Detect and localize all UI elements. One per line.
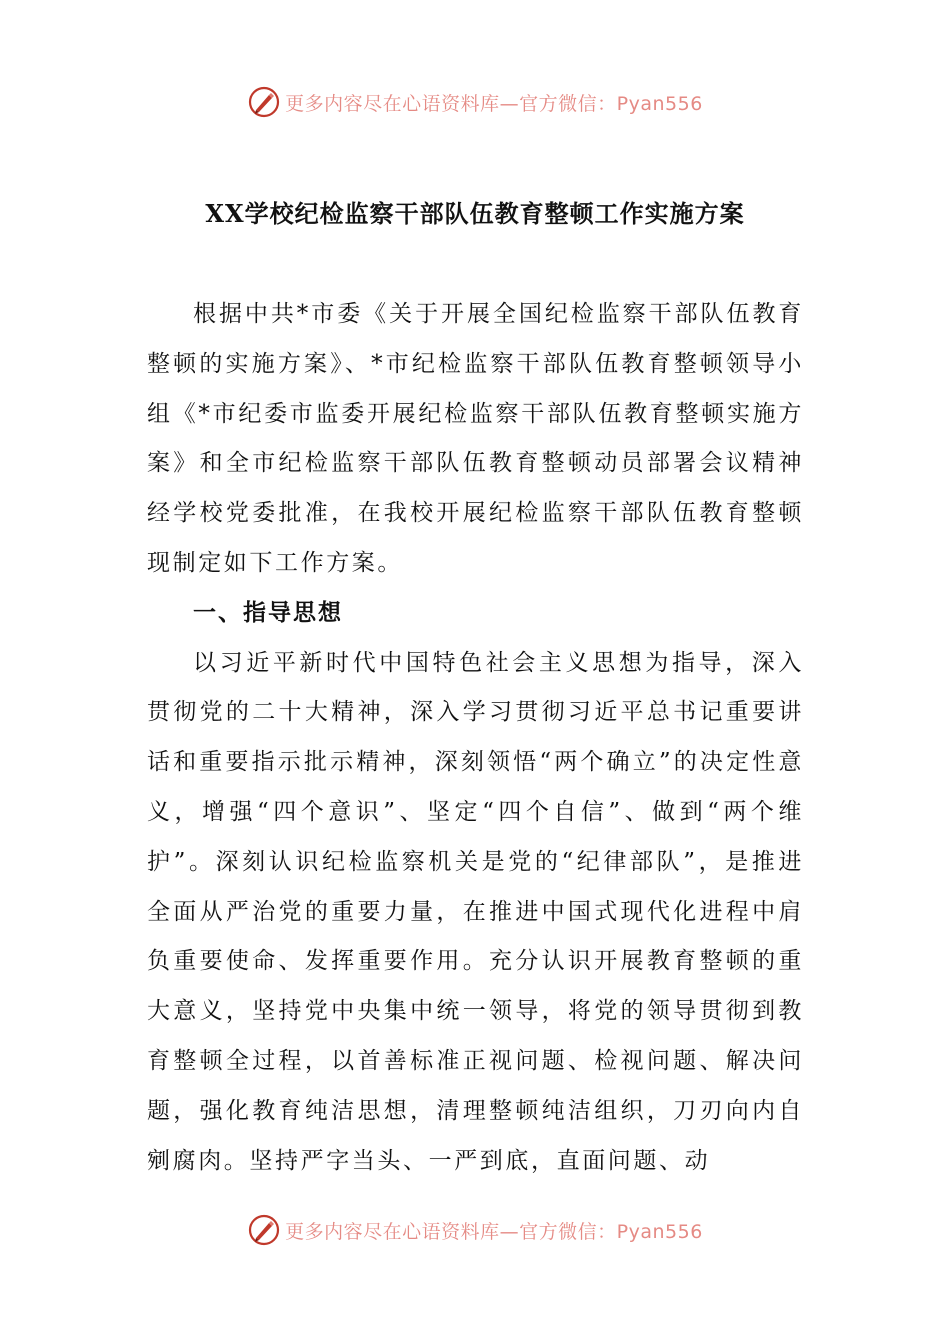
intro-paragraph: 根据中共*市委《关于开展全国纪检监察干部队伍教育整顿的实施方案》、*市纪检监察干部队伍教育整顿领导小组《*市纪委市监委开展纪检监察干部队伍教育整顿实施方案》和全市纪检监察干部队伍教育整顿动员部署会议精神经学校党委批准，在我校开展纪检监察干部队伍教育整顿现制定如下工作方案。 [147,301,804,576]
section-heading: 一、指导思想 [193,599,343,626]
pen-logo-icon [247,1213,281,1247]
document-body [147,290,804,1186]
watermark-top [0,82,950,122]
watermark-bottom [0,1210,950,1250]
section-paragraph: 以习近平新时代中国特色社会主义思想为指导，深入贯彻党的二十大精神，深入学习贯彻习近平总书记重要讲话和重要指示批示精神，深刻领悟“两个确立”的决定性意义，增强“四个意识”、坚定“四个自信”、做到“两个维护”。深刻认识纪检监察机关是党的“纪律部队”，是推进全面从严治党的重要力量，在推进中国式现代化进程中肩负重要使命、发挥重要作用。充分认识开展教育整顿的重大意义，坚持党中央集中统一领导，将党的领导贯彻到教育整顿全过程，以首善标准正视问题、检视问题、解决问题，强化教育纯洁思想，清理整顿纯洁组织，刀刃向内自剜腐肉。坚持严字当头、一严到底，直面问题、动 [147,649,804,1174]
watermark-text: 更多内容尽在心语资料库—官方微信：Pyan556 [285,1220,703,1243]
document-title: XX学校纪检监察干部队伍教育整顿工作实施方案 [205,199,745,229]
pen-logo-icon [247,85,281,119]
watermark-text: 更多内容尽在心语资料库—官方微信：Pyan556 [285,92,703,115]
